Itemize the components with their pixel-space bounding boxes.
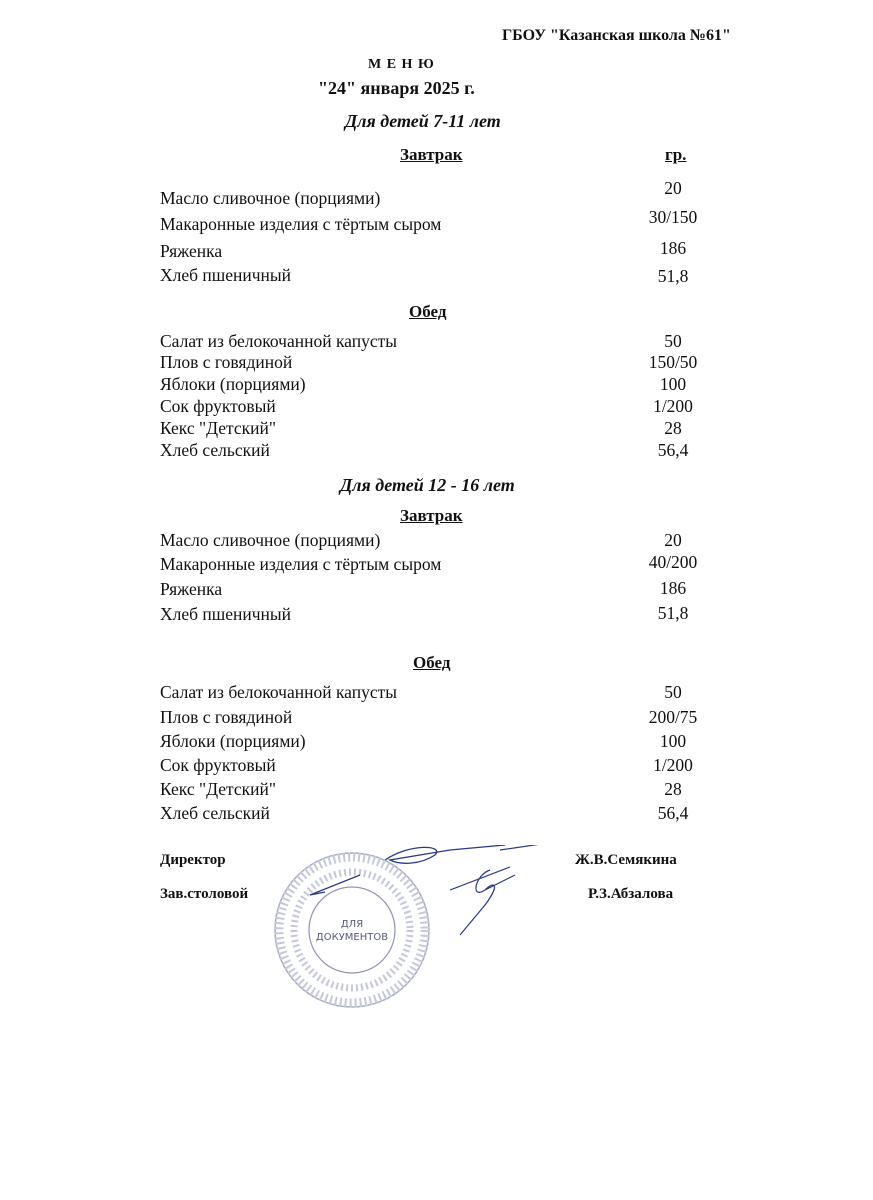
group-label: Для детей 7-11 лет — [345, 111, 501, 131]
menu-item-name: Масло сливочное (порциями) — [160, 188, 381, 208]
menu-item-name: Ряженка — [160, 241, 223, 261]
menu-item-name: Салат из белокочанной капусты — [160, 331, 398, 351]
svg-text:ДОКУМЕНТОВ: ДОКУМЕНТОВ — [315, 932, 389, 943]
menu-item-weight: 186 — [659, 578, 687, 598]
menu-item-name: Хлеб сельский — [160, 440, 270, 460]
menu-item-weight: 30/150 — [648, 207, 698, 227]
unit-heading: гр. — [665, 145, 687, 164]
menu-item-name: Масло сливочное (порциями) — [160, 530, 381, 550]
menu-item-name: Макаронные изделия с тёртым сыром — [160, 554, 442, 574]
menu-item-weight: 186 — [659, 238, 687, 258]
canteen-name: Р.З.Абзалова — [588, 886, 674, 902]
section-heading: Завтрак — [400, 506, 463, 525]
section-heading: Обед — [409, 302, 447, 321]
menu-item-name: Плов с говядиной — [160, 352, 293, 372]
menu-item-weight: 50 — [664, 331, 682, 351]
document-title: М Е Н Ю — [368, 57, 435, 72]
director-name: Ж.В.Семякина — [575, 852, 677, 868]
menu-item-weight: 50 — [664, 682, 682, 702]
organization-name: ГБОУ "Казанская школа №61" — [502, 27, 731, 44]
menu-item-name: Яблоки (порциями) — [160, 374, 306, 394]
section-heading: Обед — [413, 653, 451, 672]
menu-item-name: Кекс "Детский" — [160, 779, 277, 799]
menu-item-weight: 20 — [664, 530, 682, 550]
menu-item-name: Салат из белокочанной капусты — [160, 682, 398, 702]
menu-item-weight: 28 — [664, 418, 682, 438]
menu-item-weight: 51,8 — [657, 266, 689, 286]
menu-item-name: Яблоки (порциями) — [160, 731, 306, 751]
menu-item-weight: 100 — [659, 374, 687, 394]
menu-item-name: Хлеб пшеничный — [160, 604, 292, 624]
menu-item-name: Сок фруктовый — [160, 755, 276, 775]
menu-item-weight: 1/200 — [653, 396, 693, 416]
menu-item-name: Макаронные изделия с тёртым сыром — [160, 214, 442, 234]
canteen-role: Зав.столовой — [160, 886, 249, 902]
menu-item-name: Хлеб сельский — [160, 803, 270, 823]
menu-item-name: Ряженка — [160, 579, 223, 599]
menu-item-weight: 1/200 — [653, 755, 693, 775]
menu-item-weight: 150/50 — [648, 352, 698, 372]
svg-text:ДЛЯ: ДЛЯ — [340, 919, 364, 930]
menu-item-weight: 20 — [664, 178, 682, 198]
menu-item-weight: 40/200 — [648, 552, 698, 572]
menu-item-weight: 56,4 — [657, 803, 689, 823]
director-role: Директор — [160, 852, 226, 868]
menu-item-weight: 28 — [664, 779, 682, 799]
group-label: Для детей 12 - 16 лет — [340, 475, 515, 495]
menu-item-weight: 51,8 — [657, 603, 689, 623]
menu-item-name: Хлеб пшеничный — [160, 265, 292, 285]
menu-item-name: Плов с говядиной — [160, 707, 293, 727]
seal-stamp — [270, 845, 570, 1015]
menu-item-name: Сок фруктовый — [160, 396, 276, 416]
menu-item-weight: 56,4 — [657, 440, 689, 460]
menu-item-weight: 100 — [659, 731, 687, 751]
breakfast-heading: Завтрак — [400, 145, 463, 164]
menu-item-weight: 200/75 — [648, 707, 698, 727]
menu-date: "24" января 2025 г. — [318, 78, 475, 98]
menu-item-name: Кекс "Детский" — [160, 418, 277, 438]
